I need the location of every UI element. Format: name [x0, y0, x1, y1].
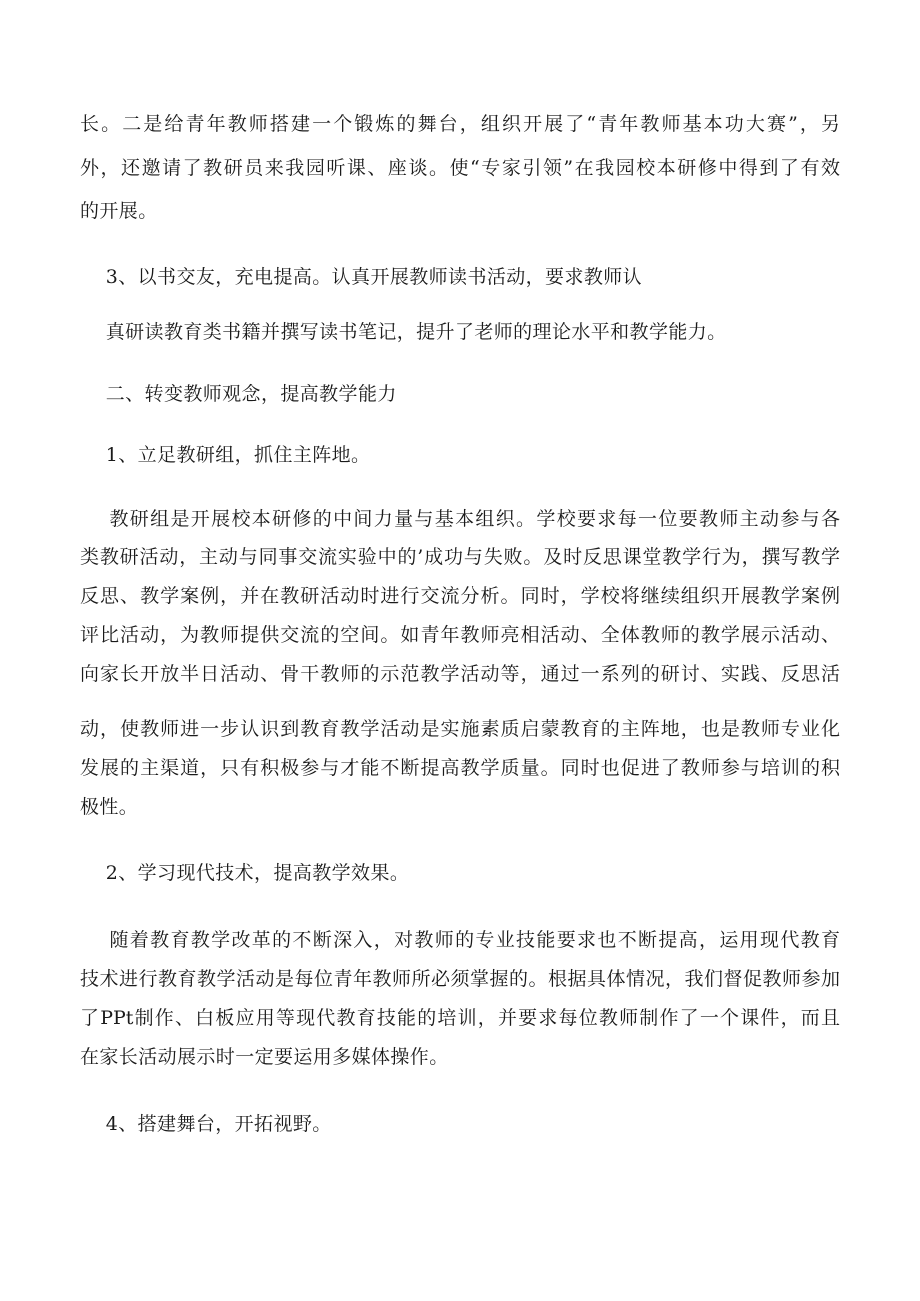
paragraph-line: 极性。 [80, 796, 139, 818]
paragraph-line: 了PPt制作、白板应用等现代教育技能的培训，并要求每位教师制作了一个课件，而且 [80, 1007, 840, 1029]
paragraph-line: 4、搭建舞台，开拓视野。 [80, 1113, 332, 1135]
paragraph-line: 类教研活动，主动与同事交流实验中的’成功与失败。及时反思课堂教学行为，撰写教学 [80, 546, 840, 568]
paragraph-line: 3、以书交友，充电提高。认真开展教师读书活动，要求教师认 [80, 266, 643, 288]
paragraph-line: 向家长开放半日活动、骨干教师的示范教学活动等，通过一系列的研讨、实践、反思活 [80, 663, 840, 685]
paragraph-line: 真研读教育类书籍并撰写读书笔记，提升了老师的理论水平和教学能力。 [80, 321, 727, 343]
paragraph-line: 的开展。 [80, 200, 158, 222]
paragraph-line: 长。二是给青年教师搭建一个锻炼的舞台，组织开展了“青年教师基本功大赛”，另 [80, 113, 840, 135]
paragraph-line: 发展的主渠道，只有积极参与才能不断提高教学质量。同时也促进了教师参与培训的积 [80, 757, 840, 779]
paragraph-line: 2、学习现代技术，提高教学效果。 [80, 862, 410, 884]
paragraph-line: 动，使教师进一步认识到教育教学活动是实施素质启蒙教育的主阵地，也是教师专业化 [80, 718, 840, 740]
paragraph-line: 教研组是开展校本研修的中间力量与基本组织。学校要求每一位要教师主动参与各 [80, 508, 840, 530]
paragraph-line: 1、立足教研组，抓住主阵地。 [80, 444, 371, 466]
paragraph-line: 技术进行教育教学活动是每位青年教师所必须掌握的。根据具体情况，我们督促教师参加 [80, 968, 840, 990]
paragraph-line: 评比活动，为教师提供交流的空间。如青年教师亮相活动、全体教师的教学展示活动、 [80, 624, 840, 646]
paragraph-line: 外，还邀请了教研员来我园听课、座谈。使“专家引领”在我园校本研修中得到了有效 [80, 157, 840, 179]
paragraph-line: 随着教育教学改革的不断深入，对教师的专业技能要求也不断提高，运用现代教育 [80, 929, 840, 951]
paragraph-line: 反思、教学案例，并在教研活动时进行交流分析。同时，学校将继续组织开展教学案例 [80, 585, 840, 607]
paragraph-line: 在家长活动展示时一定要运用多媒体操作。 [80, 1046, 449, 1068]
section-heading-text: 二、转变教师观念，提高教学能力 [80, 383, 397, 405]
